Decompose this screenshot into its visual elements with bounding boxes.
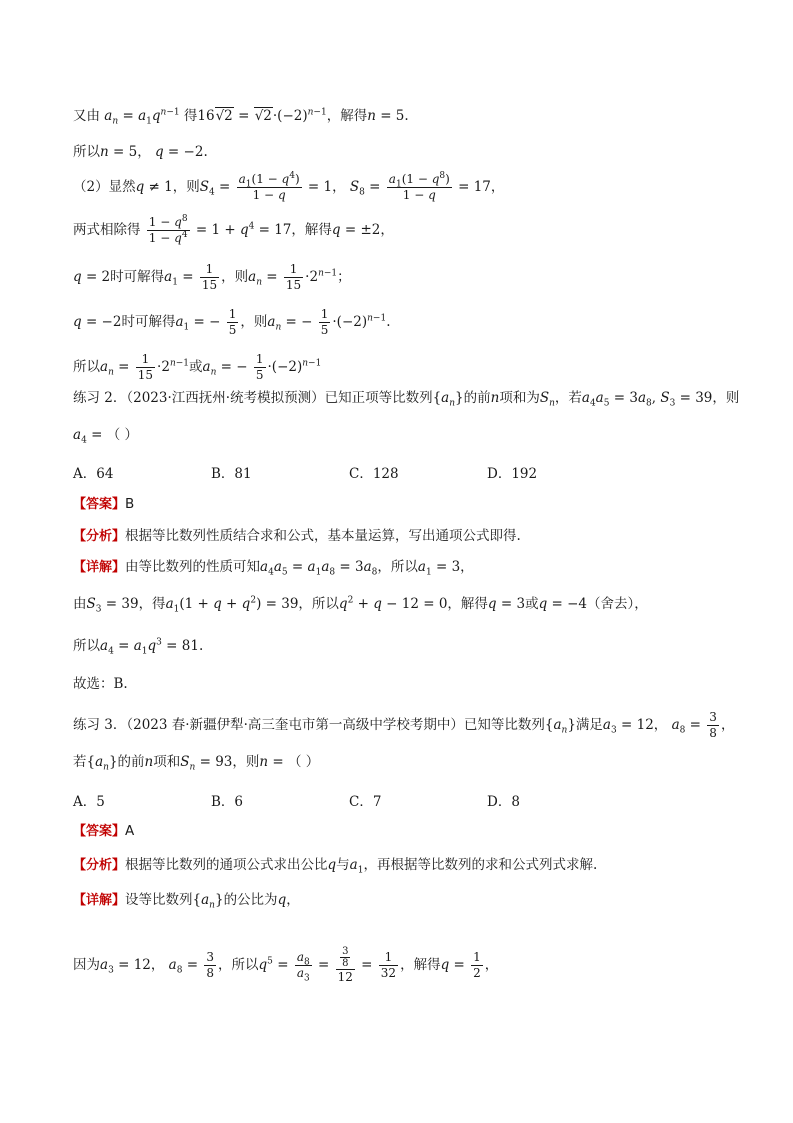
option-d: D．192 [487,466,538,482]
option-a: A．64 [73,466,114,482]
fraction: $\frac{1}{5}$ [228,307,237,337]
exercise-2-conclusion: 故选：B. [73,676,128,692]
exercise-2-analysis: 【分析】根据等比数列性质结合求和公式，基本量运算，写出通项公式即得. [73,528,521,544]
exercise-3-detail-2: 因为$a_3 = 12$， $a_8$ = $\frac{3}{8}$ ，所以$q^5$ = $\frac{a_8}{a_3}$ = $\frac{\frac{3}{8}}{12}$ = $\frac{1}{32}$ ，解得q = $\frac{1}{2}$ ， [73,946,499,984]
exercise-3-detail: 【详解】设等比数列$\{a_n\}$的公比为q， [73,892,300,911]
exercise-3-answer: 【答案】A [73,823,135,839]
fraction: $\frac{1}{32}$ [380,950,397,980]
fraction: $\frac{3}{8}$ [206,950,215,980]
exercise-2-detail-3: 所以$a_4 = a_1q^3 = 81$. [73,637,204,657]
solution-line-2: 所以n = 5， q = −2. [73,144,208,160]
fraction: $\frac{1}{15}$ [285,262,302,292]
fraction: $\frac{1}{5}$ [255,352,264,382]
solution-line-4: 两式相除得 $\frac{1 - q^8}{1 - q^4}$ = $1 + q^4 = 17$，解得q = ±2， [73,214,394,245]
fraction: $\frac{1}{5}$ [320,307,329,337]
exercise-3-question-2: 若$\{a_n\}$的前n项和$S_n = 93$，则n = （ ） [73,754,320,773]
exercise-2-detail: 【详解】由等比数列的性质可知$a_4a_5 = a_1a_8 = 3a_8$，所以$a_1 = 3$， [73,559,474,578]
fraction: $\frac{1}{2}$ [473,950,481,980]
exercise-2-question: 练习 2．（2023·江西抚州·统考模拟预测）已知正项等比数列$\{a_n\}$的前n项和为$S_n$，若$a_4a_5 = 3a_8$, $S_3 = 39$，则 [73,390,740,409]
fraction: $\frac{a_1(1 - q^8)}{1 - q}$ [388,171,450,202]
fraction: $\frac{\frac{3}{8}}{12}$ [337,946,353,984]
fraction: $\frac{1}{15}$ [137,352,154,382]
exercise-2-detail-2: 由$S_3 = 39$，得$a_1(1 + q + q^2) = 39$，所以$q^2 + q - 12 = 0$，解得q = 3或q = −4（舍去）， [73,595,648,615]
exercise-3-question: 练习 3．（2023 春·新疆伊犁·高三奎屯市第一高级中学校考期中）已知等比数列$\{a_n\}$满足$a_3 = 12$， $a_8$ = $\frac{3}{8}$ ， [73,710,735,740]
fraction: $\frac{a_1(1 - q^4)}{1 - q}$ [238,171,300,202]
option-a: A．5 [73,794,105,810]
fraction: $\frac{1}{15}$ [201,262,218,292]
solution-line-6: q = −2时可解得$a_1$ = − $\frac{1}{5}$ ，则$a_n$ = − $\frac{1}{5}$ $\cdot(-2)^{n-1}$. [73,307,391,337]
option-b: B．6 [211,794,244,810]
option-c: C．7 [349,794,382,810]
solution-line-5: q = 2时可解得$a_1$ = $\frac{1}{15}$ ，则$a_n$ = $\frac{1}{15}$ $\cdot 2^{n-1}$； [73,262,351,292]
option-b: B．81 [211,466,252,482]
exercise-3-analysis: 【分析】根据等比数列的通项公式求出公比q与$a_1$，再根据等比数列的求和公式列式求解. [73,857,598,876]
solution-line-7: 所以$a_n$ = $\frac{1}{15}$ $\cdot 2^{n-1}$或$a_n$ = − $\frac{1}{5}$ $\cdot(-2)^{n-1}$ [73,352,322,382]
fraction: $\frac{1 - q^8}{1 - q^4}$ [148,214,188,245]
option-d: D．8 [487,794,520,810]
exercise-2-question-end: $a_4$ = （ ） [73,427,138,446]
fraction: $\frac{a_8}{a_3}$ [296,950,310,984]
exercise-2-answer: 【答案】B [73,496,135,512]
fraction: $\frac{3}{8}$ [709,710,717,740]
solution-line-3: （2）显然q ≠ 1，则$S_4$ = $\frac{a_1(1 - q^4)}{1 - q}$ = 1， $S_8$ = $\frac{a_1(1 - q^8)}{1 - q}$ = 17， [73,171,505,202]
solution-line-1: 又由 $a_n = a_1q^{n-1}$ 得$16√2 = √2\cdot(-2)^{n-1}$，解得n = 5. [73,107,409,127]
option-c: C．128 [349,466,399,482]
